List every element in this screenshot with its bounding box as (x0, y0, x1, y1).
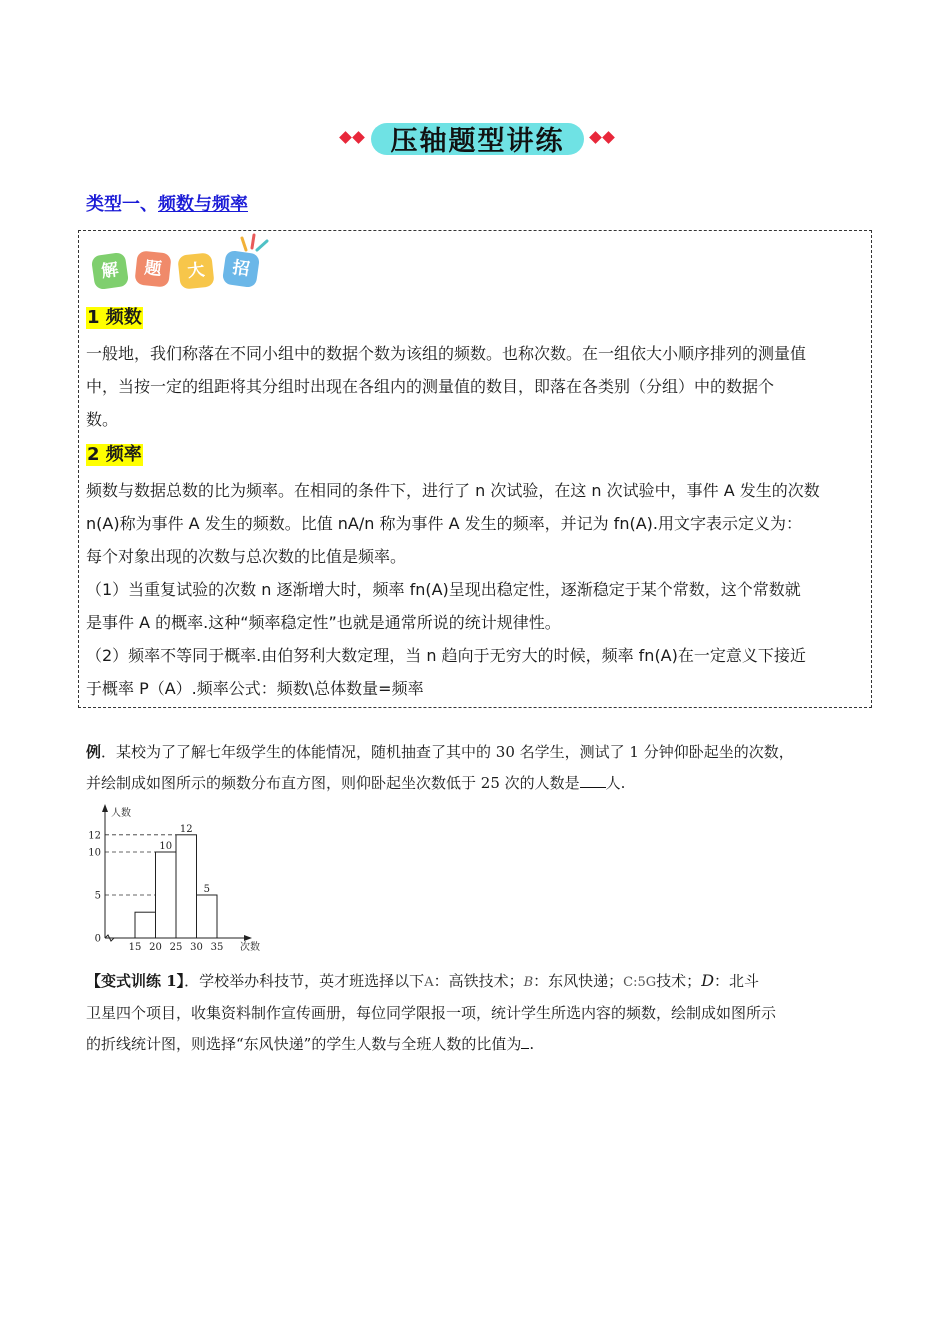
text-line: 频数与数据总数的比为频率。在相同的条件下，进行了 n 次试验，在这 n 次试验中，事件 A 发生的次数 (86, 481, 820, 500)
variant-text: ：高铁技术； (433, 972, 524, 990)
text-line: 是事件 A 的概率.这种“频率稳定性”也就是通常所说的统计规律性。 (86, 613, 561, 632)
text-line: 每个对象出现的次数与总次数的比值是频率。 (86, 547, 407, 566)
page-title: 压轴题型讲练 (390, 126, 565, 157)
example-question (86, 737, 866, 799)
text-line (86, 737, 866, 768)
text-line (86, 1029, 866, 1060)
variant-text: ：北斗 (714, 972, 760, 990)
paragraph-frequency-count (86, 337, 876, 436)
text-line: 中，当按一定的组距将其分组时出现在各组内的测量值的数目，即落在各类别（分组）中的数据个 (86, 377, 775, 396)
x-axis-label: 次数 (240, 942, 260, 953)
diamond-decoration-icon (352, 131, 365, 144)
tips-badge: 题 (134, 250, 171, 287)
text-line: 卫星四个项目，收集资料制作宣传画册，每位同学限报一项，统计学生所选内容的频数，绘制成如图所示 (86, 1004, 777, 1022)
histogram-bar (197, 895, 218, 938)
x-tick-label: 20 (149, 942, 162, 953)
banner (335, 116, 620, 160)
paragraph-frequency-rate (86, 474, 876, 705)
text-line (86, 768, 866, 799)
section-title (86, 190, 248, 216)
variant-text: ．学校举办科技节，英才班选择以下 (184, 972, 425, 990)
histogram-bar (156, 852, 177, 938)
heading-frequency-rate: 2 频率 (87, 444, 142, 465)
y-tick-label: 10 (88, 847, 101, 859)
x-axis-arrow-icon (244, 935, 252, 941)
bar-value-label: 5 (203, 884, 210, 895)
tips-badge: 招 (222, 250, 260, 288)
y-tick-label: 5 (94, 890, 101, 902)
diamond-decoration-icon (602, 131, 615, 144)
variant-text: ：东风快递； (533, 972, 624, 990)
text-line: （2）频率不等同于概率.由伯努利大数定理，当 n 趋向于无穷大的时候，频率 fn(A)在一定意义下接近 (86, 646, 806, 665)
tips-badge: 大 (177, 252, 214, 289)
text-line: 于概率 P（A）.频率公式：频数\总体数量=频率 (86, 679, 424, 698)
x-tick-label: 25 (169, 942, 183, 953)
option-letter: D (701, 971, 715, 990)
example-text: 并绘制成如图所示的频数分布直方图，则仰卧起坐次数低于 25 次的人数是 (86, 774, 580, 792)
variant-label: 【变式训练 1】 (86, 972, 185, 990)
text-line: n(A)称为事件 A 发生的频数。比值 nA/n 称为事件 A 发生的频率，并记为 fn(A).用文字表示定义为： (86, 514, 802, 533)
text-line (86, 965, 866, 998)
y-axis-label: 人数 (111, 808, 131, 819)
text-line: 一般地，我们称落在不同小组中的数据个数为该组的频数。也称次数。在一组依大小顺序排列的测量值 (86, 344, 807, 363)
histogram-bar (135, 912, 156, 938)
variant-text: 的折线统计图，则选择“东风快递”的学生人数与全班人数的比值为 (86, 1035, 522, 1053)
example-text: ．某校为了了解七年级学生的体能情况，随机抽查了其中的 30 名学生，测试了 1 分钟仰卧起坐的次数， (101, 743, 794, 761)
text-line: 数。 (86, 410, 119, 429)
y-tick-label: 12 (88, 830, 101, 842)
x-tick-label: 30 (190, 942, 203, 953)
diamond-decoration-icon (589, 131, 602, 144)
tips-badge-group (90, 236, 270, 296)
section-prefix: 类型一、 (86, 194, 158, 215)
option-letter: B (523, 975, 534, 990)
tips-badge: 解 (91, 252, 129, 290)
y-axis-arrow-icon (102, 804, 108, 812)
variant-text: . (529, 1035, 535, 1053)
variant-question (86, 965, 866, 1060)
diamond-decoration-icon (339, 131, 352, 144)
sparkle-icon (240, 232, 270, 252)
heading-frequency-count: 1 频数 (87, 307, 142, 328)
section-topic-link[interactable]: 频数与频率 (158, 194, 248, 215)
example-label: 例 (86, 743, 102, 761)
x-tick-label: 15 (128, 942, 142, 953)
histogram-chart (80, 798, 280, 958)
variant-text: 技术； (656, 972, 702, 990)
bar-value-label: 12 (179, 823, 193, 835)
text-line: （1）当重复试验的次数 n 逐渐增大时，频率 fn(A)呈现出稳定性，逐渐稳定于某个常数，这个常数就 (86, 580, 801, 599)
option-letter: A (424, 975, 434, 990)
option-text: :5G (633, 975, 657, 990)
option-letter: C (623, 975, 634, 990)
y-tick-label: 0 (94, 933, 101, 945)
answer-blank (580, 773, 606, 788)
x-tick-label: 35 (210, 942, 224, 953)
histogram-bar (176, 835, 197, 938)
example-text: 人. (605, 774, 626, 792)
bar-value-label: 10 (159, 841, 173, 852)
